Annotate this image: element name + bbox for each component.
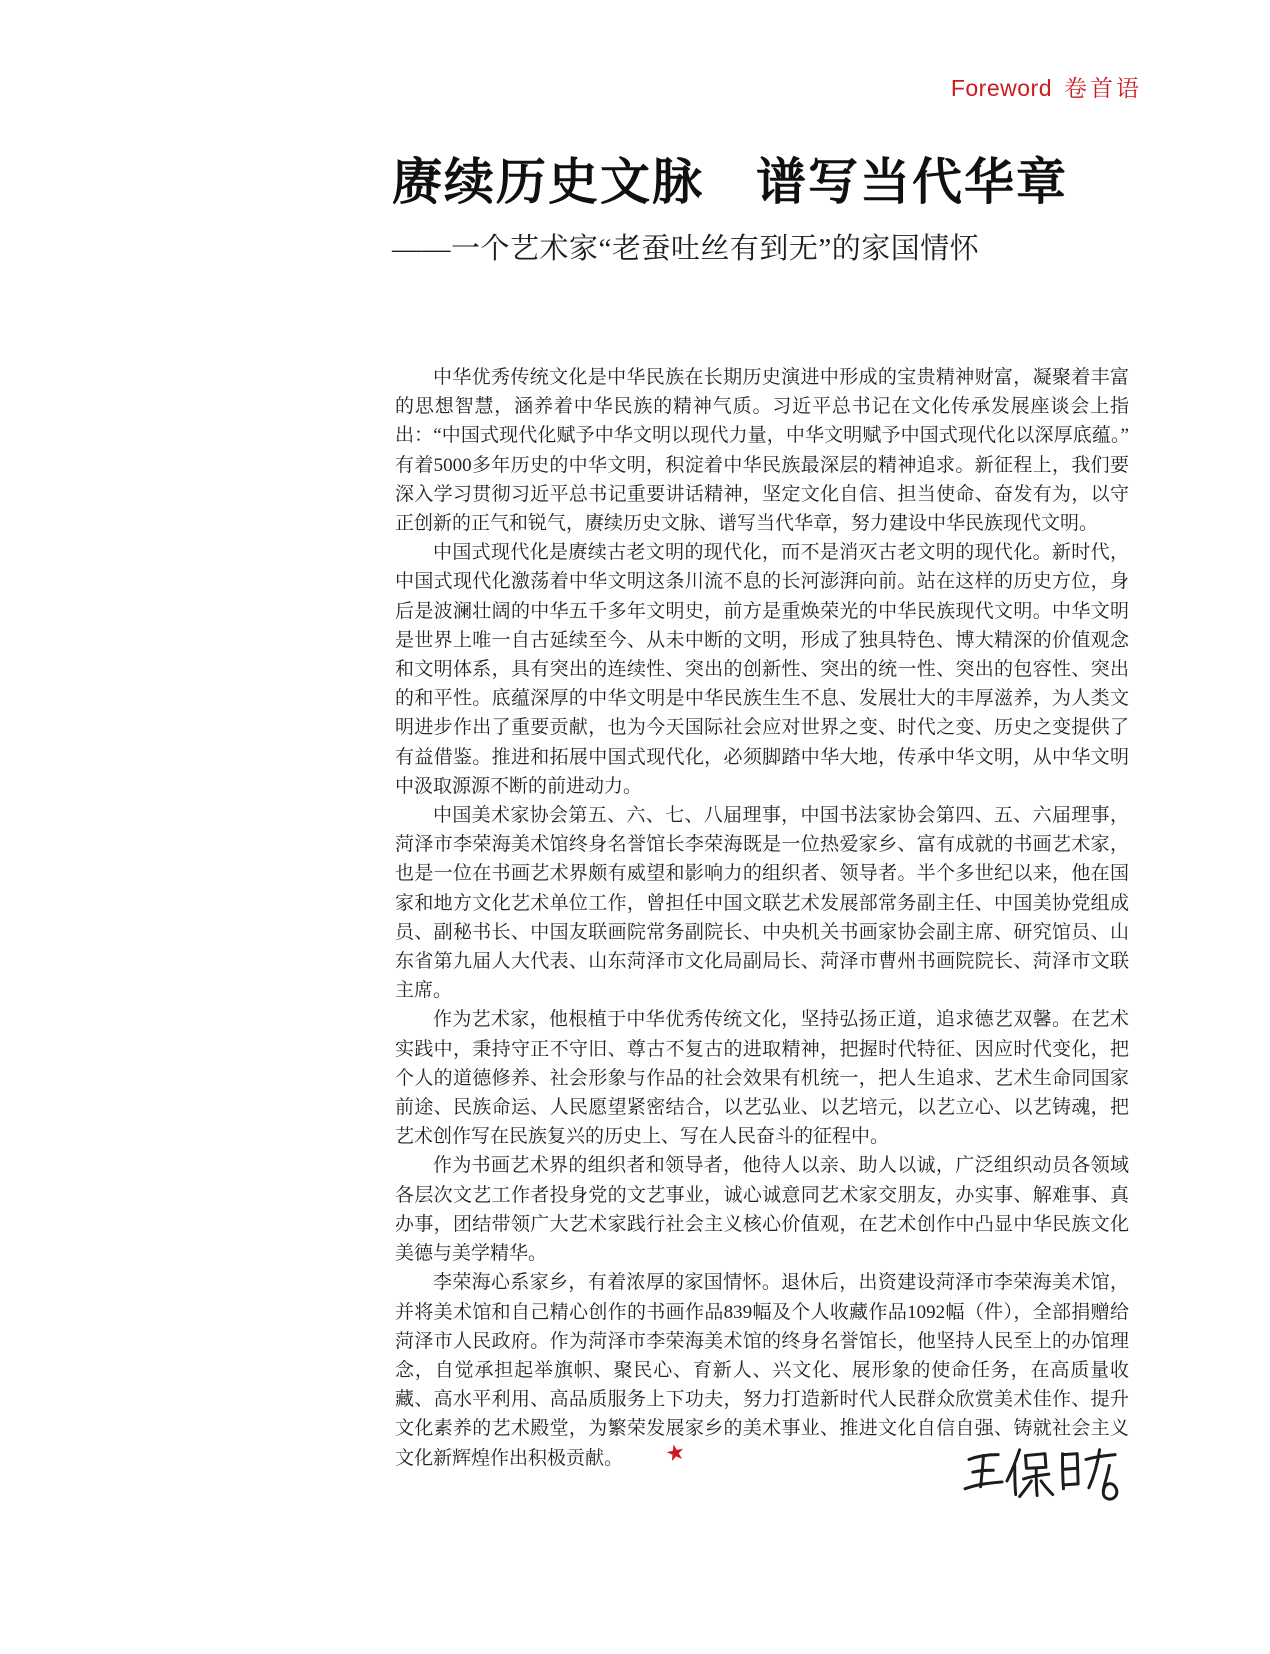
section-label-zh: 卷首语 [1064,75,1142,101]
end-star-icon: ★ [663,1437,688,1467]
article-body [395,363,1129,1473]
paragraph-2: 中国式现代化是赓续古老文明的现代化，而不是消灭古老文明的现代化。新时代，中国式现代化激荡着中华文明这条川流不息的长河澎湃向前。站在这样的历史方位，身后是波澜壮阔的中华五千多年文明史，前方是重焕荣光的中华民族现代文明。中华文明是世界上唯一自古延续至今、从未中断的文明，形成了独具特色、博大精深的价值观念和文明体系，具有突出的连续性、突出的创新性、突出的统一性、突出的包容性、突出的和平性。底蕴深厚的中华文明是中华民族生生不息、发展壮大的丰厚滋养，为人类文明进步作出了重要贡献，也为今天国际社会应对世界之变、时代之变、历史之变提供了有益借鉴。推进和拓展中国式现代化，必须脚踏中华大地，传承中华文明，从中华文明中汲取源源不断的前进动力。 [395,542,1129,797]
paragraph-6-text: 李荣海心系家乡，有着浓厚的家国情怀。退休后，出资建设菏泽市李荣海美术馆，并将美术馆和自己精心创作的书画作品839幅及个人收藏作品1092幅（件），全部捐赠给菏泽市人民政府。作为菏泽市李荣海美术馆的终身名誉馆长，他坚持人民至上的办馆理念，自觉承担起举旗帜、聚民心、育新人、兴文化、展形象的使命任务，在高质量收藏、高水平利用、高品质服务上下功夫，努力打造新时代人民群众欣赏美术佳作、提升文化素养的艺术殿堂，为繁荣发展家乡的美术事业、推进文化自信自强、铸就社会主义文化新辉煌作出积极贡献。 [395,1272,1129,1469]
paragraph-1: 中华优秀传统文化是中华民族在长期历史演进中形成的宝贵精神财富，凝聚着丰富的思想智慧，涵养着中华民族的精神气质。习近平总书记在文化传承发展座谈会上指出：“中国式现代化赋予中华文明以现代力量，中华文明赋予中国式现代化以深厚底蕴。”有着5000多年历史的中华文明，积淀着中华民族最深层的精神追求。新征程上，我们要深入学习贯彻习近平总书记重要讲话精神，坚定文化自信、担当使命、奋发有为，以守正创新的正气和锐气，赓续历史文脉、谱写当代华章，努力建设中华民族现代文明。 [395,367,1129,535]
paragraph-3: 中国美术家协会第五、六、七、八届理事，中国书法家协会第四、五、六届理事，菏泽市李荣海美术馆终身名誉馆长李荣海既是一位热爱家乡、富有成就的书画艺术家，也是一位在书画艺术界颇有威望和影响力的组织者、领导者。半个多世纪以来，他在国家和地方文化艺术单位工作，曾担任中国文联艺术发展部常务副主任、中国美协党组成员、副秘书长、中国友联画院常务副院长、中央机关书画家协会副主席、研究馆员、山东省第九届人大代表、山东菏泽市文化局副局长、菏泽市曹州书画院院长、菏泽市文联主席。 [395,805,1129,1002]
page-title-part1: 赓续历史文脉 [392,154,704,210]
paragraph-5: 作为书画艺术界的组织者和领导者，他待人以亲、助人以诚，广泛组织动员各领域各层次文艺工作者投身党的文艺事业，诚心诚意同艺术家交朋友，办实事、解难事、真办事，团结带领广大艺术家践行社会主义核心价值观，在艺术创作中凸显中华民族文化美德与美学精华。 [395,1155,1129,1265]
section-label [951,70,1142,103]
signature [960,1440,1128,1518]
page-subtitle: ——一个艺术家“老蚕吐丝有到无”的家国情怀 [392,233,980,265]
section-label-en: Foreword [950,75,1052,101]
paragraph-4: 作为艺术家，他根植于中华优秀传统文化，坚持弘扬正道，追求德艺双馨。在艺术实践中，秉持守正不守旧、尊古不复古的进取精神，把握时代特征、因应时代变化，把个人的道德修养、社会形象与作品的社会效果有机统一，把人生追求、艺术生命同国家前途、民族命运、人民愿望紧密结合，以艺弘业、以艺培元，以艺立心、以艺铸魂，把艺术创作写在民族复兴的历史上、写在人民奋斗的征程中。 [395,1009,1129,1148]
page-title-part2: 谱写当代华章 [756,154,1068,210]
page-title [392,152,1068,212]
